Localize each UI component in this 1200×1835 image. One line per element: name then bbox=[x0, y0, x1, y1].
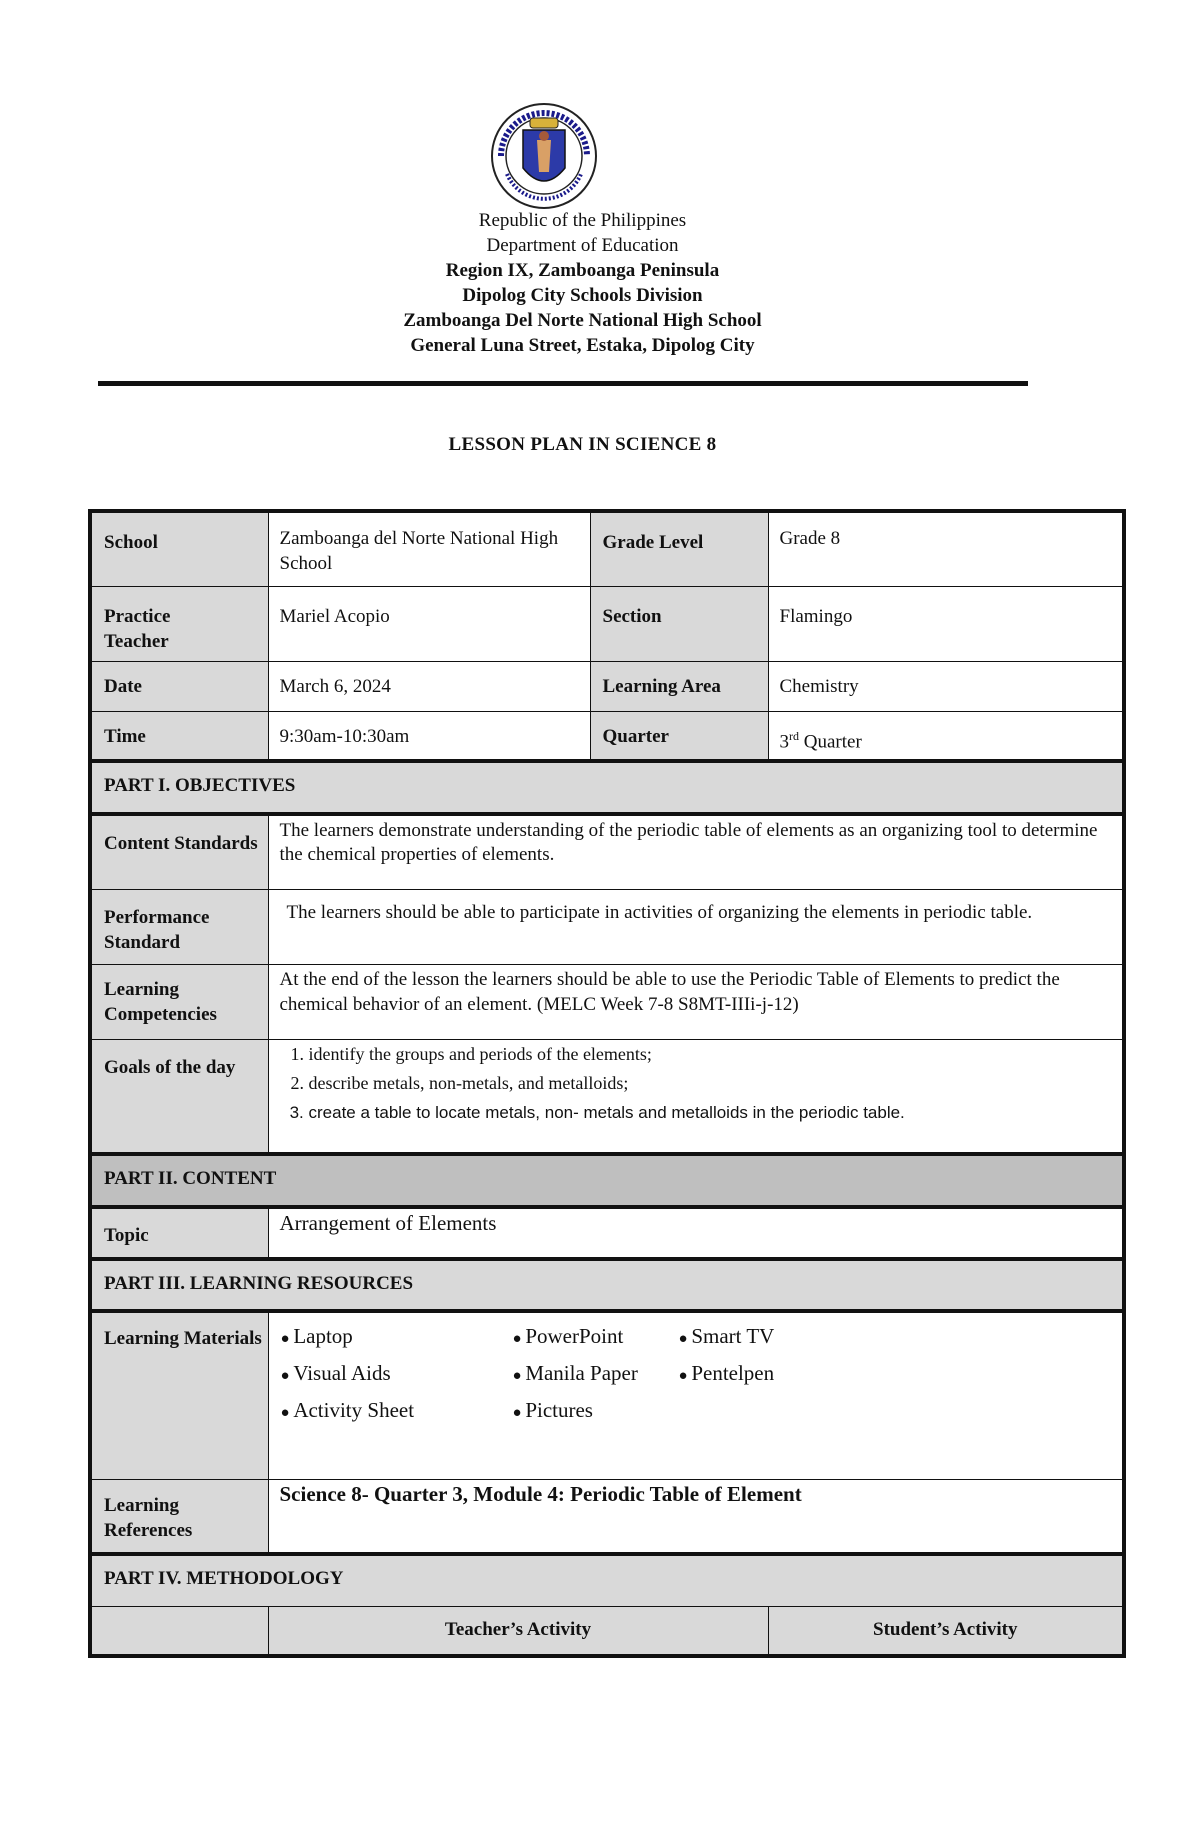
header-line-republic: Republic of the Philippines bbox=[478, 210, 687, 231]
goal-item: 2. describe metals, non-metals, and metalloids; bbox=[309, 1069, 1123, 1098]
performance-standard-label: Performance Standard bbox=[90, 889, 268, 964]
date-label: Date bbox=[90, 661, 268, 711]
material-item: ● Visual Aids bbox=[281, 1361, 513, 1386]
student-activity-header: Student’s Activity bbox=[768, 1606, 1124, 1656]
materials-cell bbox=[268, 1311, 1124, 1479]
row-performance-standard bbox=[90, 889, 1124, 964]
quarter-label: Quarter bbox=[590, 711, 768, 761]
quarter-word: Quarter bbox=[799, 730, 862, 752]
competencies-label: Learning Competencies bbox=[90, 964, 268, 1039]
references-value: Science 8- Quarter 3, Module 4: Periodic Table of Element bbox=[268, 1479, 1124, 1554]
time-value: 9:30am-10:30am bbox=[268, 711, 590, 761]
row-competencies bbox=[90, 964, 1124, 1039]
row-content-standards bbox=[90, 814, 1124, 889]
row-topic bbox=[90, 1207, 1124, 1259]
header-line-department: Department of Education bbox=[486, 235, 679, 256]
goal-item: 3. create a table to locate metals, non- metals and metalloids in the periodic table. bbox=[309, 1098, 1123, 1127]
goals-list bbox=[269, 1040, 1123, 1127]
school-value: Zamboanga del Norte National High School bbox=[268, 511, 590, 586]
methodology-blank-cell bbox=[90, 1606, 268, 1656]
row-school bbox=[90, 511, 1124, 586]
teacher-label: Practice Teacher bbox=[90, 586, 268, 661]
material-item: ● Activity Sheet bbox=[281, 1398, 513, 1423]
quarter-value bbox=[768, 711, 1124, 761]
row-time bbox=[90, 711, 1124, 761]
material-item: ● Manila Paper bbox=[513, 1361, 679, 1386]
topic-value: Arrangement of Elements bbox=[268, 1207, 1124, 1259]
document-title: LESSON PLAN IN SCIENCE 8 bbox=[448, 434, 717, 455]
resources-heading: PART III. LEARNING RESOURCES bbox=[90, 1259, 1124, 1311]
topic-label: Topic bbox=[90, 1207, 268, 1259]
performance-standard-value: The learners should be able to participate in activities of organizing the elements in periodic table. bbox=[268, 889, 1124, 964]
teacher-value: Mariel Acopio bbox=[268, 586, 590, 661]
content-standards-value: The learners demonstrate understanding of the periodic table of elements as an organizing tool to determine the chemical properties of elements. bbox=[268, 814, 1124, 889]
date-value: March 6, 2024 bbox=[268, 661, 590, 711]
goals-cell bbox=[268, 1039, 1124, 1154]
row-methodology-columns bbox=[90, 1606, 1124, 1656]
row-materials bbox=[90, 1311, 1124, 1479]
header-line-school: Zamboanga Del Norte National High School bbox=[403, 310, 762, 331]
material-item: ● Laptop bbox=[281, 1324, 513, 1349]
header-divider bbox=[98, 381, 1028, 386]
material-item: ● PowerPoint bbox=[513, 1324, 679, 1349]
goals-label: Goals of the day bbox=[90, 1039, 268, 1154]
grade-value: Grade 8 bbox=[768, 511, 1124, 586]
objectives-heading: PART I. OBJECTIVES bbox=[90, 761, 1124, 814]
material-item: ● Pentelpen bbox=[679, 1361, 839, 1386]
deped-seal-logo bbox=[487, 102, 602, 210]
references-label: Learning References bbox=[90, 1479, 268, 1554]
header-line-region: Region IX, Zamboanga Peninsula bbox=[445, 260, 720, 281]
area-value: Chemistry bbox=[768, 661, 1124, 711]
content-standards-label: Content Standards bbox=[90, 814, 268, 889]
content-heading: PART II. CONTENT bbox=[90, 1154, 1124, 1207]
materials-list bbox=[281, 1324, 1123, 1423]
quarter-number: 3 bbox=[779, 730, 789, 752]
grade-label: Grade Level bbox=[590, 511, 768, 586]
row-goals bbox=[90, 1039, 1124, 1154]
material-item: ● Pictures bbox=[513, 1398, 679, 1423]
section-label: Section bbox=[590, 586, 768, 661]
row-references bbox=[90, 1479, 1124, 1554]
competencies-value: At the end of the lesson the learners should be able to use the Periodic Table of Elements to predict the chemical behavior of an element. (MELC Week 7-8 S8MT-IIIi-j-12) bbox=[268, 964, 1124, 1039]
section-resources-row bbox=[90, 1259, 1124, 1311]
materials-label: Learning Materials bbox=[90, 1311, 268, 1479]
section-value: Flamingo bbox=[768, 586, 1124, 661]
header-line-division: Dipolog City Schools Division bbox=[462, 285, 703, 306]
material-item: ● Smart TV bbox=[679, 1324, 839, 1349]
methodology-heading: PART IV. METHODOLOGY bbox=[90, 1554, 1124, 1606]
row-date bbox=[90, 661, 1124, 711]
time-label: Time bbox=[90, 711, 268, 761]
area-label: Learning Area bbox=[590, 661, 768, 711]
quarter-suffix: rd bbox=[789, 728, 799, 743]
header-line-address: General Luna Street, Estaka, Dipolog City bbox=[410, 335, 755, 356]
row-teacher bbox=[90, 586, 1124, 661]
school-label: School bbox=[90, 511, 268, 586]
lesson-plan-table bbox=[88, 509, 1126, 1658]
section-objectives-row bbox=[90, 761, 1124, 814]
section-methodology-row bbox=[90, 1554, 1124, 1606]
letterhead bbox=[0, 208, 1165, 358]
goal-item: 1. identify the groups and periods of the elements; bbox=[309, 1040, 1123, 1069]
teacher-activity-header: Teacher’s Activity bbox=[268, 1606, 768, 1656]
section-content-row bbox=[90, 1154, 1124, 1207]
